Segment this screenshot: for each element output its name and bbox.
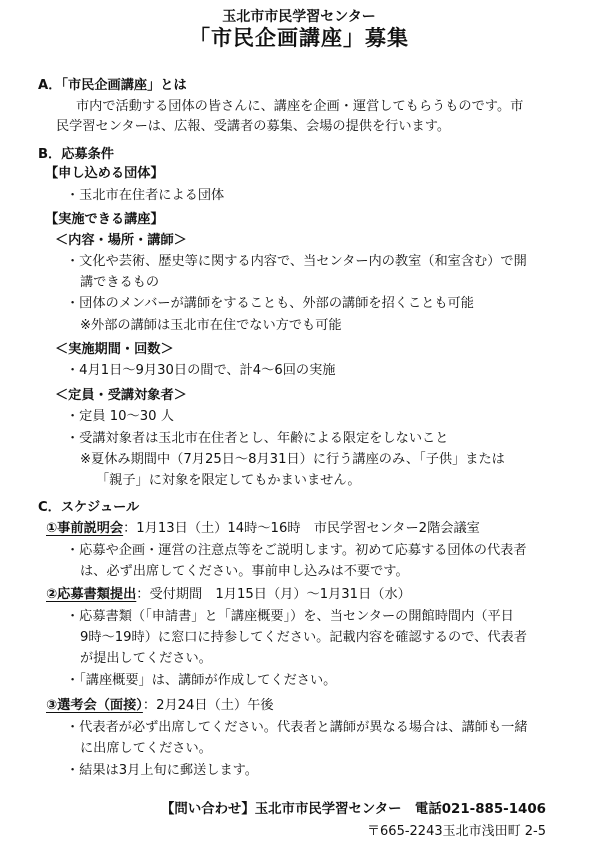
schedule-item-label: ①事前説明会 <box>46 521 124 536</box>
subgroup-title: ＜定員・受講対象者＞ <box>55 388 187 403</box>
contact-info: 【問い合わせ】玉北市市民学習センター 電話021-885-1406 <box>161 802 546 817</box>
list-item: が提出してください。 <box>80 651 212 666</box>
list-item: 9時～19時）に窓口に持参してください。記載内容を確認するので、代表者 <box>80 630 527 645</box>
list-item: ・定員 10～30 人 <box>66 409 174 424</box>
schedule-item-1 <box>46 519 480 539</box>
subgroup-title: ＜実施期間・回数＞ <box>55 342 174 357</box>
group-title: 【申し込める団体】 <box>45 166 164 181</box>
organization-name: 玉北市市民学習センター <box>222 9 376 25</box>
list-item: ・「講座概要」は、講師が作成してください。 <box>66 673 337 688</box>
list-item: ・応募書類（「申請書」と「講座概要」）を、当センターの開館時間内（平日 <box>66 609 514 624</box>
list-item: ・文化や芸術、歴史等に関する内容で、当センター内の教室（和室含む）で開 <box>66 254 527 269</box>
list-item: ・4月1日～9月30日の間で、計4～6回の実施 <box>66 363 336 378</box>
schedule-item-label: ②応募書類提出 <box>46 587 137 602</box>
schedule-item-3 <box>46 696 274 716</box>
schedule-item-detail: ：1月13日（土）14時～16時 市民学習センター2階会議室 <box>123 521 480 536</box>
section-a-text: 民学習センターは、広報、受講者の募集、会場の提供を行います。 <box>56 119 451 134</box>
section-c-heading: C．スケジュール <box>38 500 140 515</box>
list-item: ・結果は3月上旬に郵送します。 <box>66 763 258 778</box>
section-b-heading: B．応募条件 <box>38 147 114 162</box>
list-item: に出席してください。 <box>80 741 212 756</box>
list-item: は、必ず出席してください。事前申し込みは不要です。 <box>80 564 409 579</box>
page-title: 「市民企画講座」募集 <box>189 26 409 50</box>
note-item: ※外部の講師は玉北市在住でない方でも可能 <box>80 318 342 333</box>
list-item: ・団体のメンバーが講師をすることも、外部の講師を招くことも可能 <box>66 296 474 311</box>
schedule-item-detail: ：2月24日（土）午後 <box>142 698 274 713</box>
note-item: ※夏休み期間中（7月25日～8月31日）に行う講座のみ、「子供」または <box>80 452 505 467</box>
schedule-item-2 <box>46 585 411 605</box>
schedule-item-label: ③選考会（面接） <box>46 698 143 713</box>
group-title: 【実施できる講座】 <box>45 212 164 227</box>
list-item: ・受講対象者は玉北市在住者とし、年齢による限定をしないこと <box>66 431 449 446</box>
note-item: 「親子」に対象を限定してもかまいません。 <box>96 473 361 488</box>
list-item: ・玉北市在住者による団体 <box>66 188 225 203</box>
section-a-text: 市内で活動する団体の皆さんに、講座を企画・運営してもらうものです。市 <box>76 99 524 114</box>
list-item: ・応募や企画・運営の注意点等をご説明します。初めて応募する団体の代表者 <box>66 543 527 558</box>
subgroup-title: ＜内容・場所・講師＞ <box>55 233 187 248</box>
section-a-heading: A．「市民企画講座」とは <box>38 78 187 93</box>
schedule-item-detail: ：受付期間 1月15日（月）～1月31日（水） <box>136 587 411 602</box>
list-item: 講できるもの <box>80 275 160 290</box>
address: 〒665-2243玉北市浅田町 2-5 <box>367 824 546 839</box>
list-item: ・代表者が必ず出席してください。代表者と講師が異なる場合は、講師も一緒 <box>66 720 528 735</box>
